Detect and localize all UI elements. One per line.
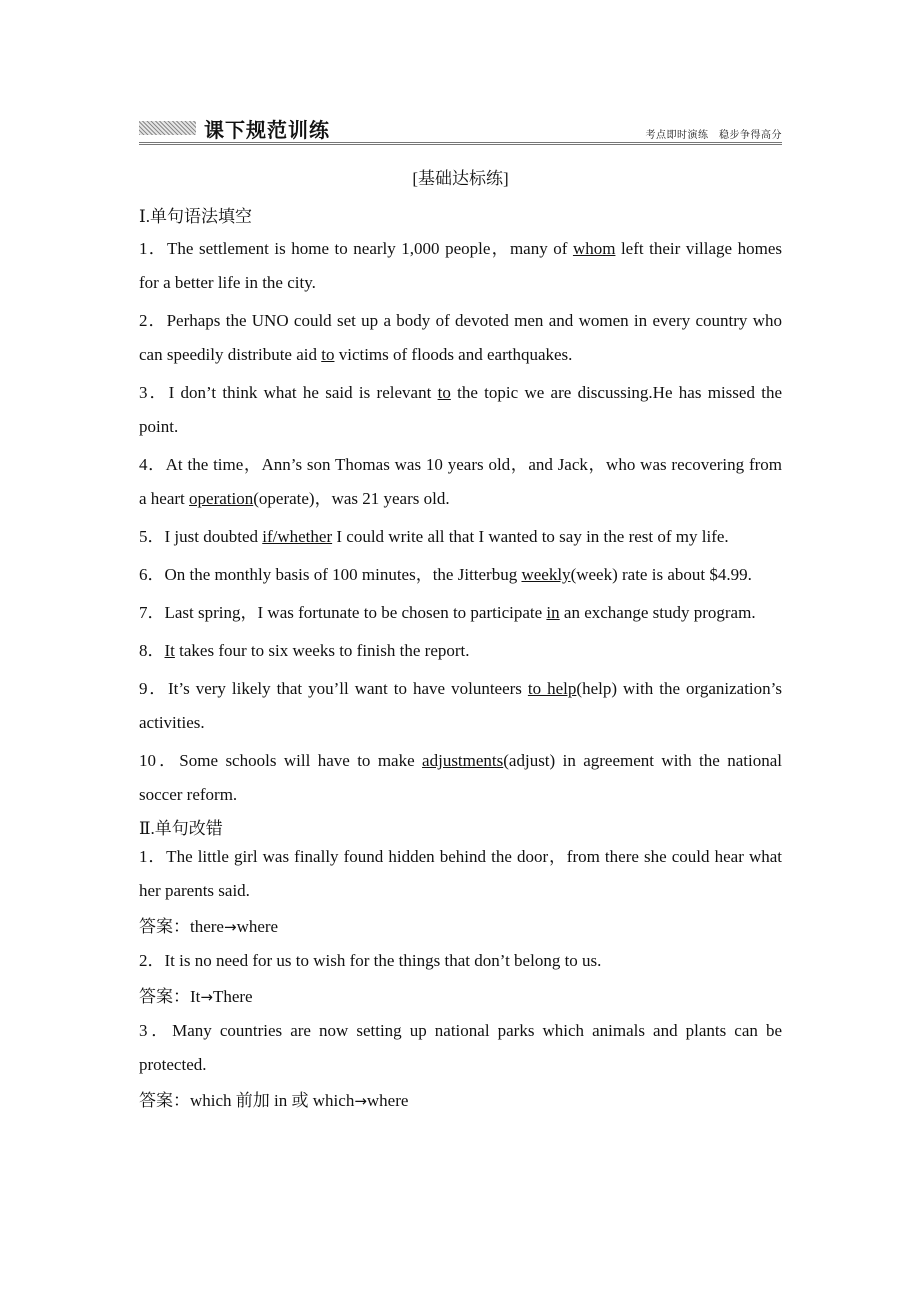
section2-heading: Ⅱ.单句改错	[139, 819, 223, 838]
question-text: I could write all that I wanted to say in the rest of my life.	[332, 527, 729, 546]
answer-to: where	[236, 917, 279, 936]
section1-heading: Ⅰ.单句语法填空	[139, 207, 252, 226]
worksheet-page	[139, 112, 782, 1118]
header-rule	[139, 142, 782, 145]
answer-to: where	[366, 1091, 409, 1110]
question-text: takes four to six weeks to finish the report.	[174, 641, 470, 660]
page-header	[139, 112, 782, 144]
grammar-question	[139, 596, 782, 630]
grammar-question	[139, 744, 782, 812]
answer-label: 答案：	[139, 917, 190, 936]
question-text: (adjust) in agreement with the national soccer reform.	[139, 751, 782, 804]
answer-from: there	[190, 917, 224, 936]
question-text: an exchange study program.	[559, 603, 756, 622]
grammar-question	[139, 634, 782, 668]
filled-answer: in	[546, 603, 560, 622]
question-text: left their village homes for a better life in the city.	[139, 239, 782, 292]
answer-label: 答案：	[139, 1091, 190, 1110]
grammar-question	[139, 376, 782, 444]
filled-answer: It	[164, 641, 175, 660]
answer-label: 答案：	[139, 987, 190, 1006]
question-text: (operate)，was 21 years old.	[253, 489, 450, 508]
grammar-question	[139, 558, 782, 592]
correction-question: 2．It is no need for us to wish for the things that don’t belong to us.	[139, 951, 602, 970]
question-text: 9．It’s very likely that you’ll want to have volunteers	[139, 679, 528, 698]
grammar-question	[139, 232, 782, 300]
filled-answer: whom	[572, 239, 616, 258]
grammar-question	[139, 304, 782, 372]
filled-answer: if/whether	[262, 527, 333, 546]
header-hatch-decoration	[139, 121, 196, 135]
section1-list	[139, 232, 782, 812]
answer-from: which 前加 in 或 which	[190, 1091, 355, 1110]
question-text: (week) rate is about $4.99.	[570, 565, 752, 584]
filled-answer: weekly	[521, 565, 571, 584]
question-text: 3．I don’t think what he said is relevant	[139, 383, 438, 402]
question-text: 6．On the monthly basis of 100 minutes，the Jitterbug	[139, 565, 522, 584]
answer-from: It	[190, 987, 201, 1006]
question-text: 7．Last spring，I was fortunate to be chosen to participate	[139, 603, 547, 622]
arrow-icon: →	[200, 988, 213, 1006]
filled-answer: operation	[189, 489, 254, 508]
question-text: 8．	[139, 641, 165, 660]
correction-answer	[139, 910, 782, 944]
correction-answer	[139, 980, 782, 1014]
arrow-icon: →	[223, 918, 237, 936]
grammar-question	[139, 520, 782, 554]
section-subtitle: [基础达标练]	[412, 169, 509, 188]
question-text: 5．I just doubted	[139, 527, 263, 546]
question-text: 4．At the time，Ann’s son Thomas was 10 years old，and Jack，who was recovering from a heart	[139, 455, 782, 508]
question-text: 2．Perhaps the UNO could set up a body of devoted men and women in every country who can speedily distribute aid	[139, 311, 782, 364]
filled-answer: to	[437, 383, 451, 402]
grammar-question	[139, 672, 782, 740]
header-title: 课下规范训练	[204, 118, 330, 142]
filled-answer: to	[321, 345, 335, 364]
section2-list	[139, 840, 782, 1118]
question-text: victims of floods and earthquakes.	[334, 345, 573, 364]
question-text: 10．Some schools will have to make	[139, 751, 423, 770]
filled-answer: adjustments	[422, 751, 504, 770]
filled-answer: to help	[527, 679, 577, 698]
question-text: the topic we are discussing.He has missed the point.	[139, 383, 782, 436]
answer-to: There	[212, 987, 253, 1006]
question-text: (help) with the organization’s activities.	[139, 679, 782, 732]
header-tagline: 考点即时演练 稳步争得高分	[645, 130, 782, 141]
question-text: 1．The settlement is home to nearly 1,000 people，many of	[139, 239, 573, 258]
grammar-question	[139, 448, 782, 516]
correction-question: 3．Many countries are now setting up national parks which animals and plants can be protected.	[139, 1021, 782, 1074]
arrow-icon: →	[354, 1092, 367, 1110]
correction-answer	[139, 1084, 782, 1118]
correction-question: 1．The little girl was finally found hidden behind the door，from there she could hear what her parents said.	[139, 847, 782, 900]
